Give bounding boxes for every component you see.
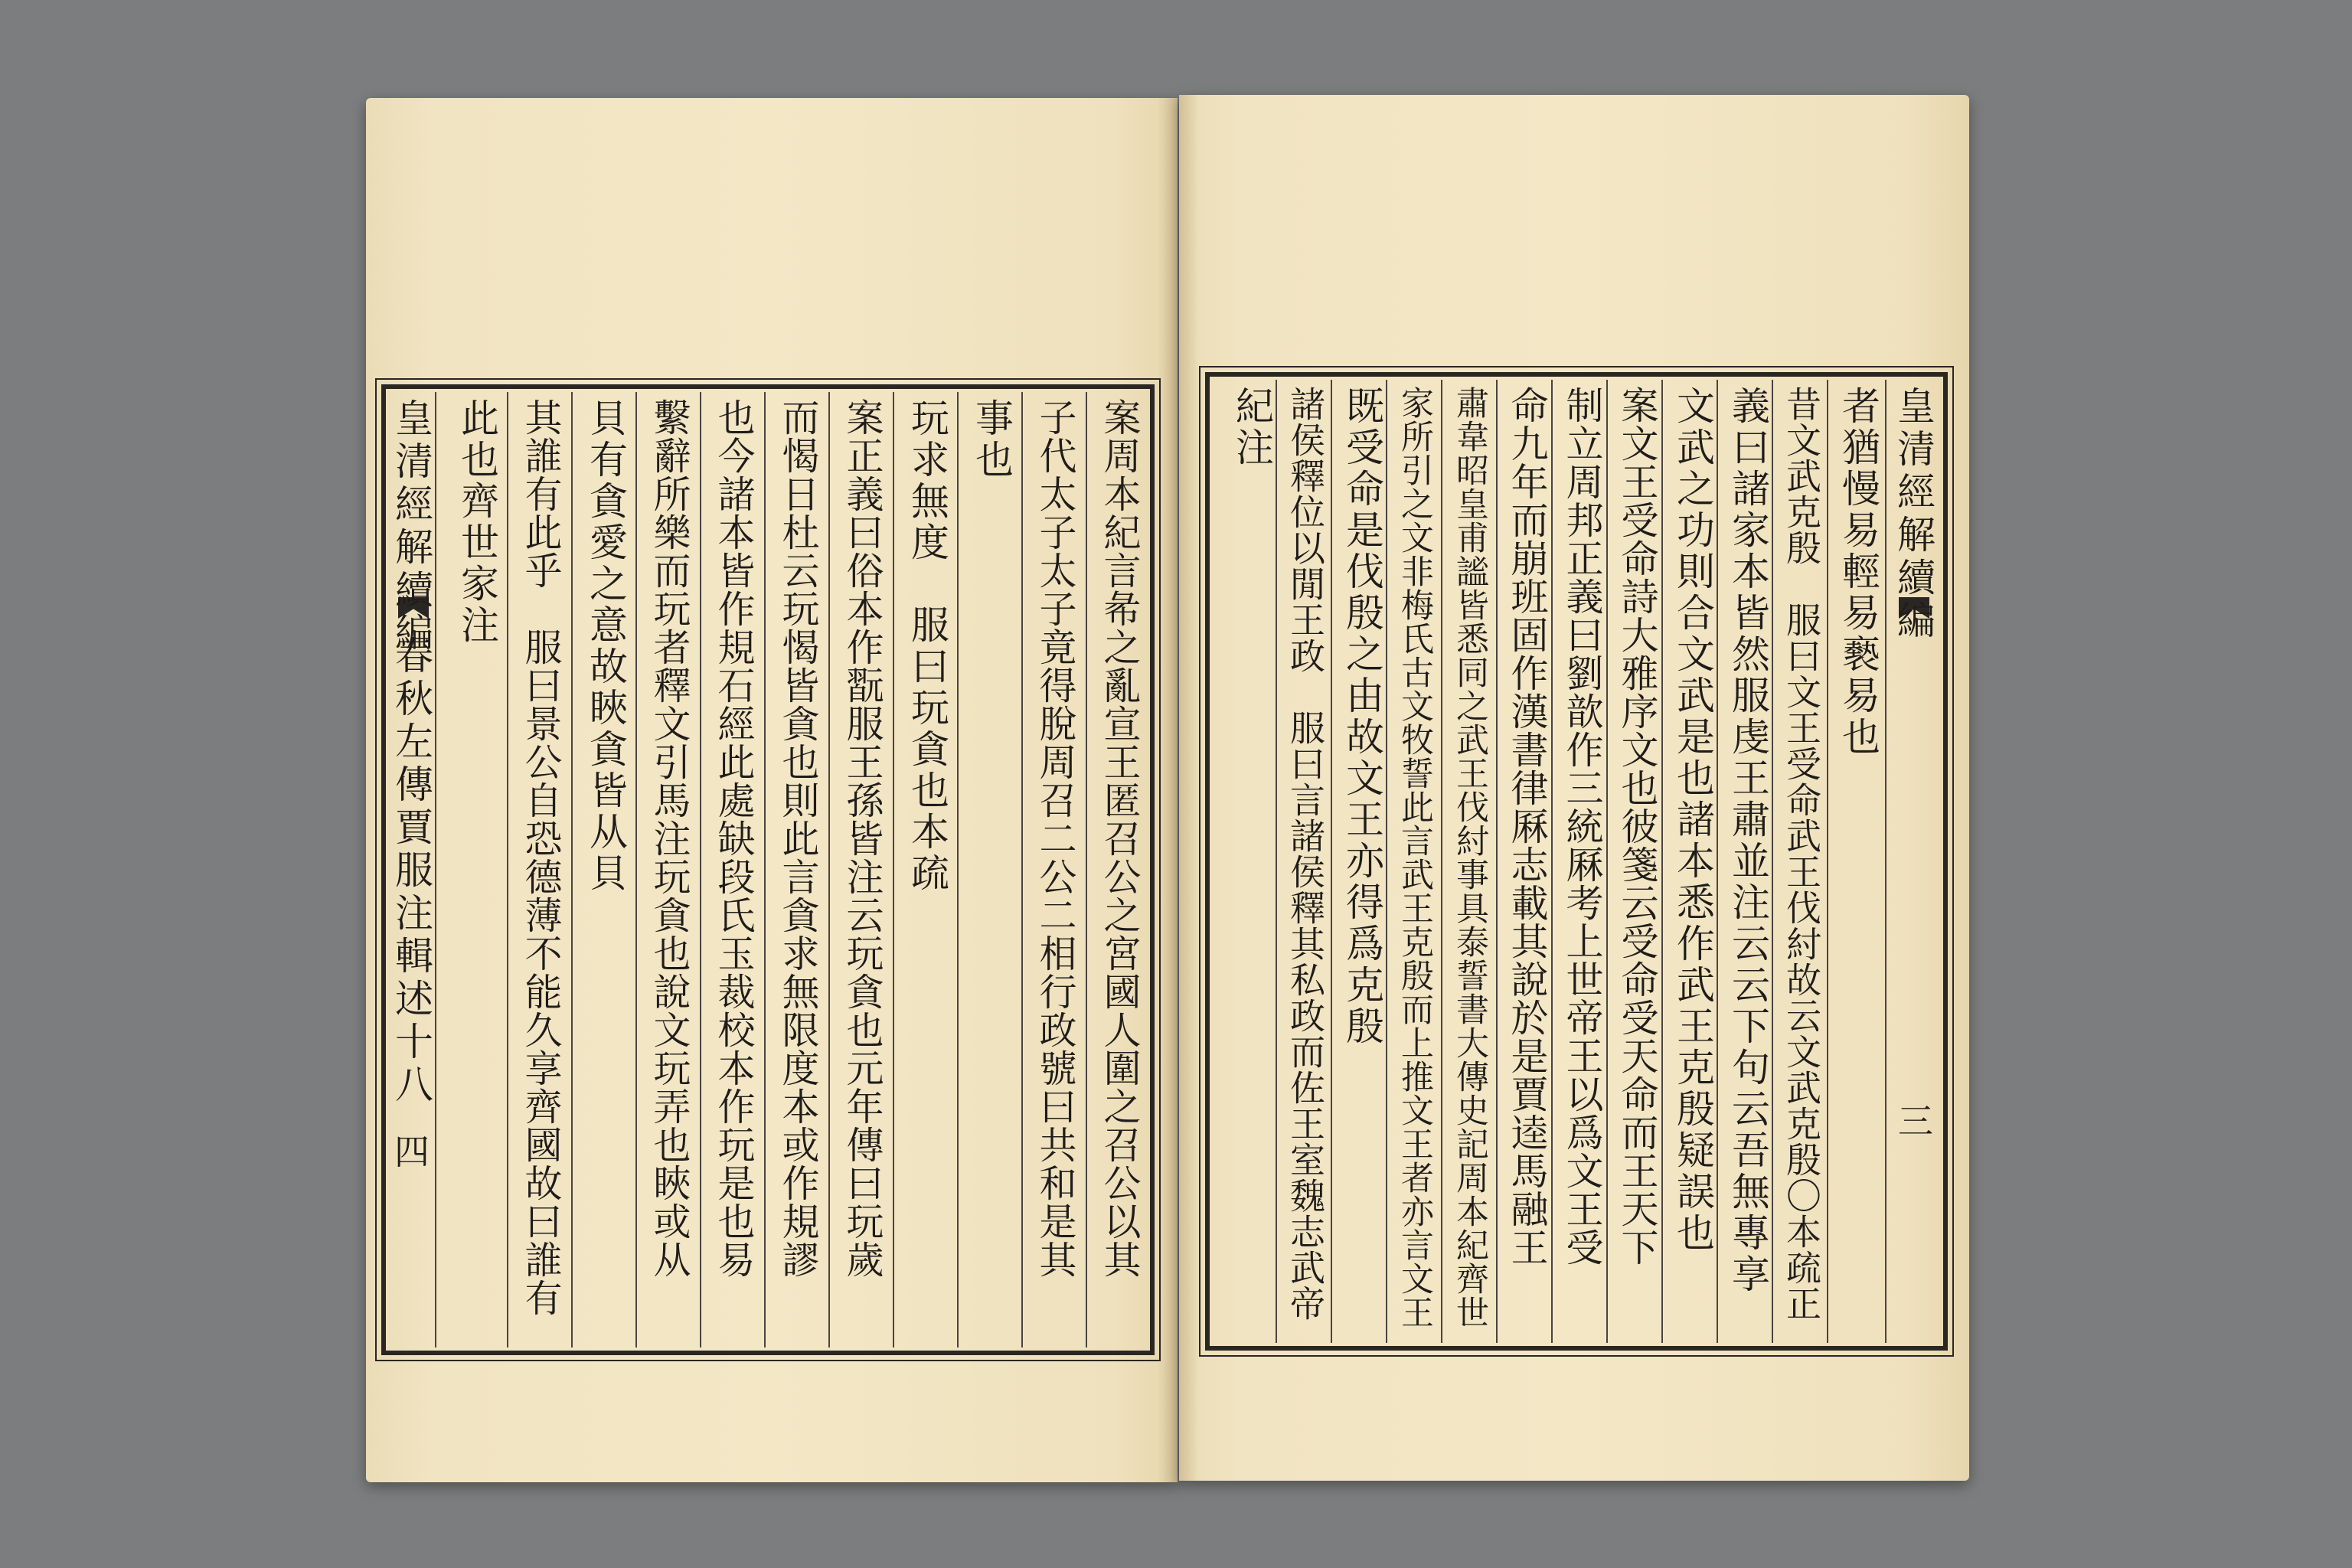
right-edge-title: 皇清經解續編 [1891,386,1936,643]
right-column-9: 家所引之文非梅氏古文牧誓此言武王克殷而上推文王者亦言文王 [1396,386,1434,1329]
right-column-8: 肅韋昭皇甫謐皆悉同之武王伐紂事具泰誓書大傳史記周本紀齊世 [1451,386,1489,1329]
column-rule [828,392,830,1348]
left-column-10: 其誰有此乎 服曰景公自恐德薄不能久享齊國故曰誰有 [519,398,563,1317]
column-rule [1661,380,1663,1343]
column-rule [893,392,894,1348]
column-rule [507,392,508,1348]
column-rule [1717,380,1718,1343]
column-rule [957,392,959,1348]
left-edge-rule [435,392,436,1348]
column-rule [1606,380,1608,1343]
column-rule [764,392,766,1348]
right-column-6: 制立周邦正義曰劉歆作三統厤考上世帝王以爲文王受 [1560,386,1604,1266]
right-column-7: 命九年而崩班固作漢書律厤志載其說於是賈逵馬融王 [1505,386,1549,1266]
left-column-1: 案周本紀言㣇之亂宣王匿召公之宮國人圍之召公以其 [1098,398,1142,1279]
left-column-5: 案正義曰俗本作翫服王孫皆注云玩貪也元年傳曰玩歲 [841,398,884,1279]
column-rule [1331,380,1332,1343]
right-column-5: 案文王受命詩大雅序文也彼箋云受命受天命而王天下 [1615,386,1659,1266]
column-rule [1276,380,1277,1343]
column-rule [1386,380,1387,1343]
right-column-10: 既受命是伐殷之由故文王亦得爲克殷 [1340,386,1384,1047]
column-rule [1021,392,1023,1348]
column-rule [1827,380,1828,1343]
left-column-11: 此也齊世家注 [455,398,499,646]
left-column-9: 貝有貪愛之意故䀹貪皆从貝 [583,398,628,894]
column-rule [1086,392,1087,1348]
left-edge-title: 皇清經解續編 [389,398,433,655]
left-edge-section: 春秋左傳賈服注輯述十八 [389,635,433,1107]
right-edge-page-number: 三 [1893,1102,1934,1142]
left-column-3: 事也 [969,398,1014,481]
right-column-3: 義曰諸家本皆然服虔王肅並注云云下句云吾無專享 [1726,386,1770,1295]
right-edge-rule [1885,380,1886,1343]
column-rule [1772,380,1773,1343]
right-column-2: 昔文武克殷 服曰文王受命武王伐紂故云文武克殷〇本疏正 [1781,386,1822,1321]
right-column-4: 文武之功則合文武是也諸本悉作武王克殷疑誤也 [1671,386,1715,1254]
left-column-2: 子代太子太子竟得脫周召二公二相行政號曰共和是其 [1034,398,1077,1279]
left-column-4: 玩求無度 服曰玩貪也本疏 [905,398,949,894]
left-edge-page-number: 四 [389,1133,430,1173]
column-rule [1441,380,1442,1343]
right-column-12: 紀注 [1230,386,1274,469]
right-column-1: 者猶慢易輕易褻易也 [1836,386,1880,758]
column-rule [1496,380,1498,1343]
right-column-11: 諸侯釋位以閒王政 服曰言諸侯釋其私政而佐王室魏志武帝 [1285,386,1326,1321]
left-column-6: 而愒日杜云玩愒皆貪也則此言貪求無限度本或作規謬 [776,398,820,1279]
left-column-8: 繫辭所樂而玩者釋文引馬注玩貪也說文玩弄也䀹或从 [648,398,691,1279]
column-rule [700,392,701,1348]
column-rule [1551,380,1553,1343]
left-column-7: 也今諸本皆作規石經此處缺段氏玉裁校本作玩是也易 [712,398,756,1279]
column-rule [635,392,637,1348]
column-rule [571,392,573,1348]
